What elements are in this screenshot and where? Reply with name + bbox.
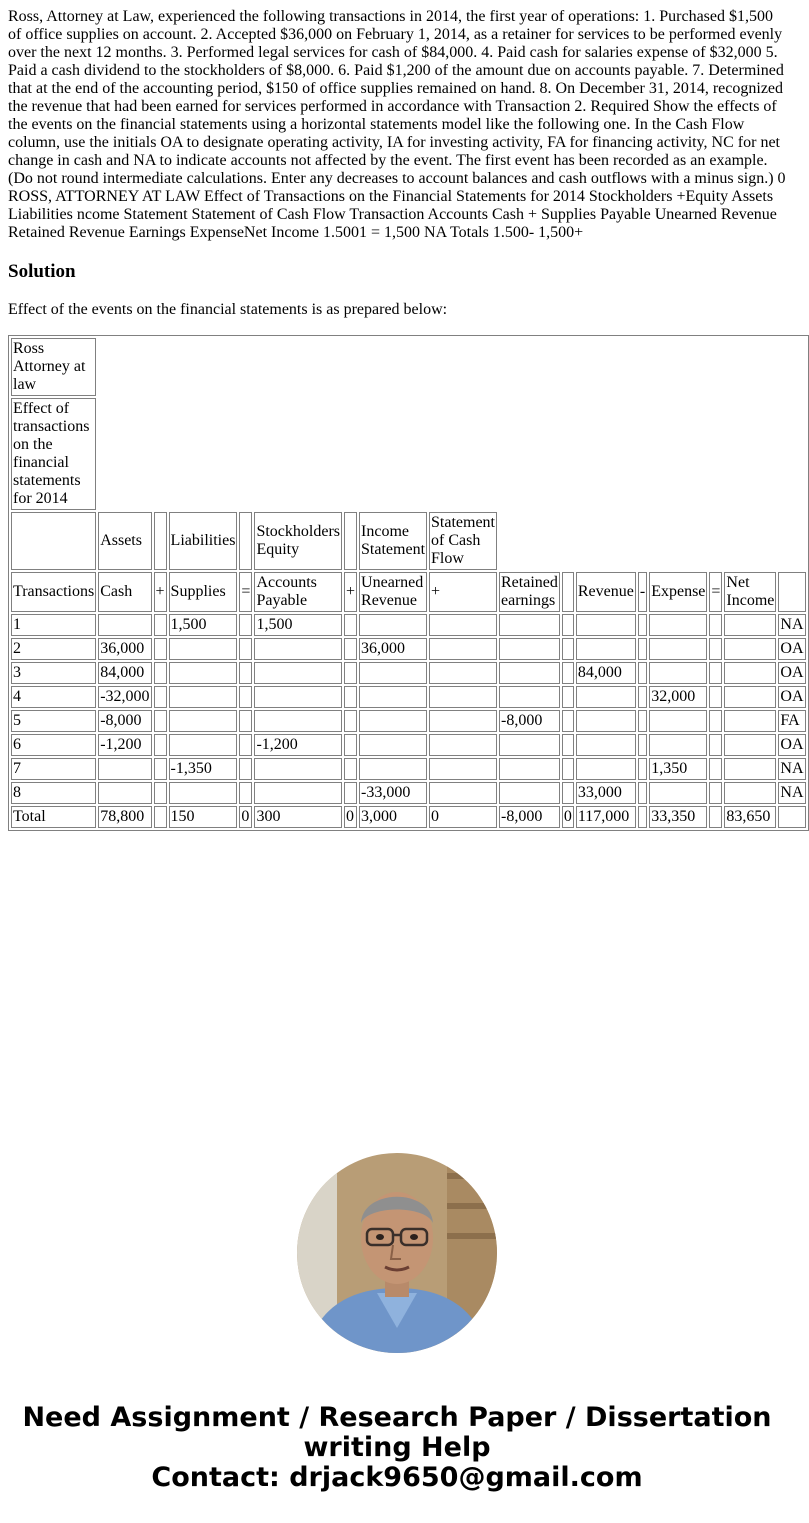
table-cell — [709, 734, 722, 756]
column-header-cell: Net Income — [724, 572, 776, 612]
table-cell — [344, 710, 357, 732]
table-cell — [709, 710, 722, 732]
column-header-cell: Retained earnings — [499, 572, 560, 612]
column-header-cell: Unearned Revenue — [359, 572, 427, 612]
financial-statements-table — [8, 335, 809, 831]
table-cell — [344, 734, 357, 756]
table-cell — [254, 758, 342, 780]
table-cell — [709, 638, 722, 660]
table-subtitle: Effect of transactions on the financial statements for 2014 — [11, 398, 96, 510]
column-header-cell: Cash — [98, 572, 151, 612]
table-cell — [359, 734, 427, 756]
table-cell — [254, 662, 342, 684]
table-cell — [638, 782, 647, 804]
table-cell — [169, 638, 238, 660]
total-row — [11, 806, 806, 828]
table-cell — [638, 758, 647, 780]
table-cell — [638, 638, 647, 660]
group-header-cell: Income Statement — [359, 512, 427, 570]
table-cell: 0 — [429, 806, 497, 828]
table-cell — [239, 662, 252, 684]
table-cell — [778, 806, 805, 828]
table-cell — [576, 614, 636, 636]
subtitle-row — [11, 398, 806, 510]
group-header-cell: Stockholders Equity — [254, 512, 342, 570]
table-cell — [638, 806, 647, 828]
table-row — [11, 686, 806, 708]
table-cell — [169, 686, 238, 708]
table-cell: 1,500 — [169, 614, 238, 636]
column-header-cell: Accounts Payable — [254, 572, 342, 612]
table-cell — [499, 662, 560, 684]
table-cell — [649, 662, 707, 684]
author-avatar — [297, 1153, 497, 1353]
table-cell — [154, 638, 167, 660]
table-cell — [562, 662, 574, 684]
table-cell: 6 — [11, 734, 96, 756]
column-header-cell: + — [429, 572, 497, 612]
table-cell — [649, 734, 707, 756]
table-cell — [429, 758, 497, 780]
table-cell — [359, 662, 427, 684]
table-cell: -33,000 — [359, 782, 427, 804]
table-cell — [344, 638, 357, 660]
group-header-cell: Statement of Cash Flow — [429, 512, 497, 570]
table-cell — [724, 638, 776, 660]
table-cell — [359, 686, 427, 708]
table-cell — [649, 614, 707, 636]
title-row — [11, 338, 806, 396]
table-cell: -8,000 — [98, 710, 151, 732]
table-cell — [499, 686, 560, 708]
table-cell: OA — [778, 662, 805, 684]
table-cell: 0 — [344, 806, 357, 828]
table-row — [11, 710, 806, 732]
table-cell — [429, 710, 497, 732]
table-cell — [562, 758, 574, 780]
solution-heading: Solution — [8, 261, 76, 282]
table-cell: 1,350 — [649, 758, 707, 780]
table-cell — [154, 710, 167, 732]
table-cell — [576, 710, 636, 732]
table-cell — [239, 782, 252, 804]
table-cell — [429, 686, 497, 708]
table-cell: 117,000 — [576, 806, 636, 828]
table-cell — [638, 614, 647, 636]
table-cell: 36,000 — [359, 638, 427, 660]
table-cell — [709, 758, 722, 780]
group-header-cell — [344, 512, 357, 570]
table-cell — [562, 638, 574, 660]
footer-contact: Contact: drjack9650@gmail.com — [151, 1462, 643, 1493]
table-cell — [499, 758, 560, 780]
table-cell — [499, 638, 560, 660]
table-cell — [649, 638, 707, 660]
table-cell: OA — [778, 734, 805, 756]
table-row — [11, 614, 806, 636]
table-cell — [239, 614, 252, 636]
group-header-cell — [11, 512, 96, 570]
table-cell — [239, 638, 252, 660]
table-cell: 5 — [11, 710, 96, 732]
table-cell — [429, 734, 497, 756]
column-header-cell: + — [154, 572, 167, 612]
table-cell — [649, 782, 707, 804]
table-cell — [239, 734, 252, 756]
table-cell: -1,350 — [169, 758, 238, 780]
table-cell — [169, 782, 238, 804]
table-cell — [154, 734, 167, 756]
table-cell — [254, 710, 342, 732]
table-cell — [169, 710, 238, 732]
table-cell: 83,650 — [724, 806, 776, 828]
table-cell — [254, 638, 342, 660]
question-text: Ross, Attorney at Law, experienced the following transactions in 2014, the first year of operations: 1. Purchased $1,500 of office supplies on account. 2. Accepted $36,000 on February 1, 2014, as a retainer for services to be performed evenly over the next 12 months. 3. Performed legal services for cash of $84,000. 4. Paid cash for salaries expense of $32,000 5. Paid a cash dividend to the stockholders of $8,000. 6. Paid $1,200 of the amount due on accounts payable. 7. Determined that at the end of the accounting period, $150 of office supplies remained on hand. 8. On December 31, 2014, recognized the revenue that had been earned for services performed in accordance with Transaction 2. Required Show the effects of the events on the financial statements using a horizontal statements model like the following one. In the Cash Flow column, use the initials OA to designate operating activity, IA for investing activity, FA for financing activity, NC for net change in cash and NA to indicate accounts not affected by the event. The first event has been recorded as an example. (Do not round intermediate calculations. Enter any decreases to account balances and cash outflows with a minus sign.) 0 ROSS, ATTORNEY AT LAW Effect of Transactions on the Financial Statements for 2014 Stockholders +Equity Assets Liabilities ncome Statement Statement of Cash Flow Transaction Accounts Cash + Supplies Payable Unearned Revenue Retained Revenue Earnings ExpenseNet Income 1.5001 = 1,500 NA Totals 1.500- 1,500+ — [8, 8, 786, 241]
table-row — [11, 758, 806, 780]
table-row — [11, 734, 806, 756]
table-cell — [724, 758, 776, 780]
table-cell — [154, 662, 167, 684]
table-cell: 4 — [11, 686, 96, 708]
footer-banner — [0, 1403, 794, 1493]
table-cell — [359, 710, 427, 732]
table-cell — [724, 734, 776, 756]
table-cell: 0 — [239, 806, 252, 828]
table-cell — [709, 662, 722, 684]
table-cell: -1,200 — [98, 734, 151, 756]
table-cell: -32,000 — [98, 686, 151, 708]
table-cell — [239, 710, 252, 732]
table-cell — [638, 686, 647, 708]
column-header-cell — [778, 572, 805, 612]
table-cell — [344, 662, 357, 684]
table-cell — [429, 638, 497, 660]
group-header-row — [11, 512, 806, 570]
table-row — [11, 662, 806, 684]
table-cell — [562, 734, 574, 756]
table-title: Ross Attorney at law — [11, 338, 96, 396]
table-cell: 8 — [11, 782, 96, 804]
column-header-cell — [562, 572, 574, 612]
table-cell — [649, 710, 707, 732]
table-cell: 1 — [11, 614, 96, 636]
table-cell — [724, 614, 776, 636]
table-cell — [576, 758, 636, 780]
table-cell: 78,800 — [98, 806, 151, 828]
table-cell: 36,000 — [98, 638, 151, 660]
table-cell — [562, 782, 574, 804]
table-cell — [169, 734, 238, 756]
column-header-cell: = — [709, 572, 722, 612]
table-cell: NA — [778, 614, 805, 636]
table-cell: 150 — [169, 806, 238, 828]
column-header-cell: Revenue — [576, 572, 636, 612]
table-cell — [344, 758, 357, 780]
table-cell — [499, 782, 560, 804]
column-header-cell: Expense — [649, 572, 707, 612]
table-cell — [724, 662, 776, 684]
table-cell: -1,200 — [254, 734, 342, 756]
table-cell — [709, 614, 722, 636]
table-cell: 33,350 — [649, 806, 707, 828]
table-cell — [239, 758, 252, 780]
group-header-cell: Liabilities — [169, 512, 238, 570]
table-cell — [429, 614, 497, 636]
table-cell — [154, 686, 167, 708]
table-cell — [344, 782, 357, 804]
table-cell — [576, 686, 636, 708]
table-cell: -8,000 — [499, 806, 560, 828]
table-cell — [254, 686, 342, 708]
table-cell — [499, 614, 560, 636]
column-header-cell: + — [344, 572, 357, 612]
table-cell — [638, 710, 647, 732]
table-cell: 33,000 — [576, 782, 636, 804]
table-cell — [359, 614, 427, 636]
table-cell: 84,000 — [576, 662, 636, 684]
table-cell — [429, 782, 497, 804]
table-cell — [239, 686, 252, 708]
group-header-cell — [154, 512, 167, 570]
table-cell — [98, 614, 151, 636]
table-cell — [562, 686, 574, 708]
table-cell: NA — [778, 782, 805, 804]
table-cell: 300 — [254, 806, 342, 828]
table-cell — [154, 806, 167, 828]
table-cell — [98, 758, 151, 780]
table-cell — [576, 638, 636, 660]
table-cell: 3,000 — [359, 806, 427, 828]
table-cell — [359, 758, 427, 780]
table-cell — [154, 614, 167, 636]
table-cell — [429, 662, 497, 684]
table-cell — [344, 686, 357, 708]
column-header-row — [11, 572, 806, 612]
column-header-cell: - — [638, 572, 647, 612]
table-cell: 3 — [11, 662, 96, 684]
table-cell — [169, 662, 238, 684]
table-cell — [638, 662, 647, 684]
footer-line-1: Need Assignment / Research Paper / Dissertation — [22, 1402, 772, 1433]
table-cell — [724, 782, 776, 804]
table-cell — [98, 782, 151, 804]
table-cell: 2 — [11, 638, 96, 660]
table-cell: 0 — [562, 806, 574, 828]
group-header-cell — [239, 512, 252, 570]
table-cell — [499, 734, 560, 756]
table-row — [11, 782, 806, 804]
table-cell — [709, 806, 722, 828]
table-cell — [709, 782, 722, 804]
table-row — [11, 638, 806, 660]
table-cell: 84,000 — [98, 662, 151, 684]
table-cell: FA — [778, 710, 805, 732]
table-cell — [154, 782, 167, 804]
table-cell: NA — [778, 758, 805, 780]
table-cell: 32,000 — [649, 686, 707, 708]
table-cell: 7 — [11, 758, 96, 780]
table-cell: -8,000 — [499, 710, 560, 732]
table-cell: OA — [778, 686, 805, 708]
table-cell — [724, 710, 776, 732]
table-cell — [562, 614, 574, 636]
table-cell: OA — [778, 638, 805, 660]
table-cell — [254, 782, 342, 804]
column-header-cell: Supplies — [169, 572, 238, 612]
table-cell: Total — [11, 806, 96, 828]
table-cell — [344, 614, 357, 636]
table-cell — [638, 734, 647, 756]
column-header-cell: Transactions — [11, 572, 96, 612]
avatar-image — [297, 1153, 497, 1353]
solution-intro: Effect of the events on the financial statements is as prepared below: — [8, 301, 448, 318]
table-cell — [562, 710, 574, 732]
table-cell — [154, 758, 167, 780]
footer-line-2: writing Help — [303, 1432, 491, 1463]
table-cell — [709, 686, 722, 708]
table-cell — [724, 686, 776, 708]
group-header-cell: Assets — [98, 512, 151, 570]
table-cell: 1,500 — [254, 614, 342, 636]
table-cell — [576, 734, 636, 756]
column-header-cell: = — [239, 572, 252, 612]
